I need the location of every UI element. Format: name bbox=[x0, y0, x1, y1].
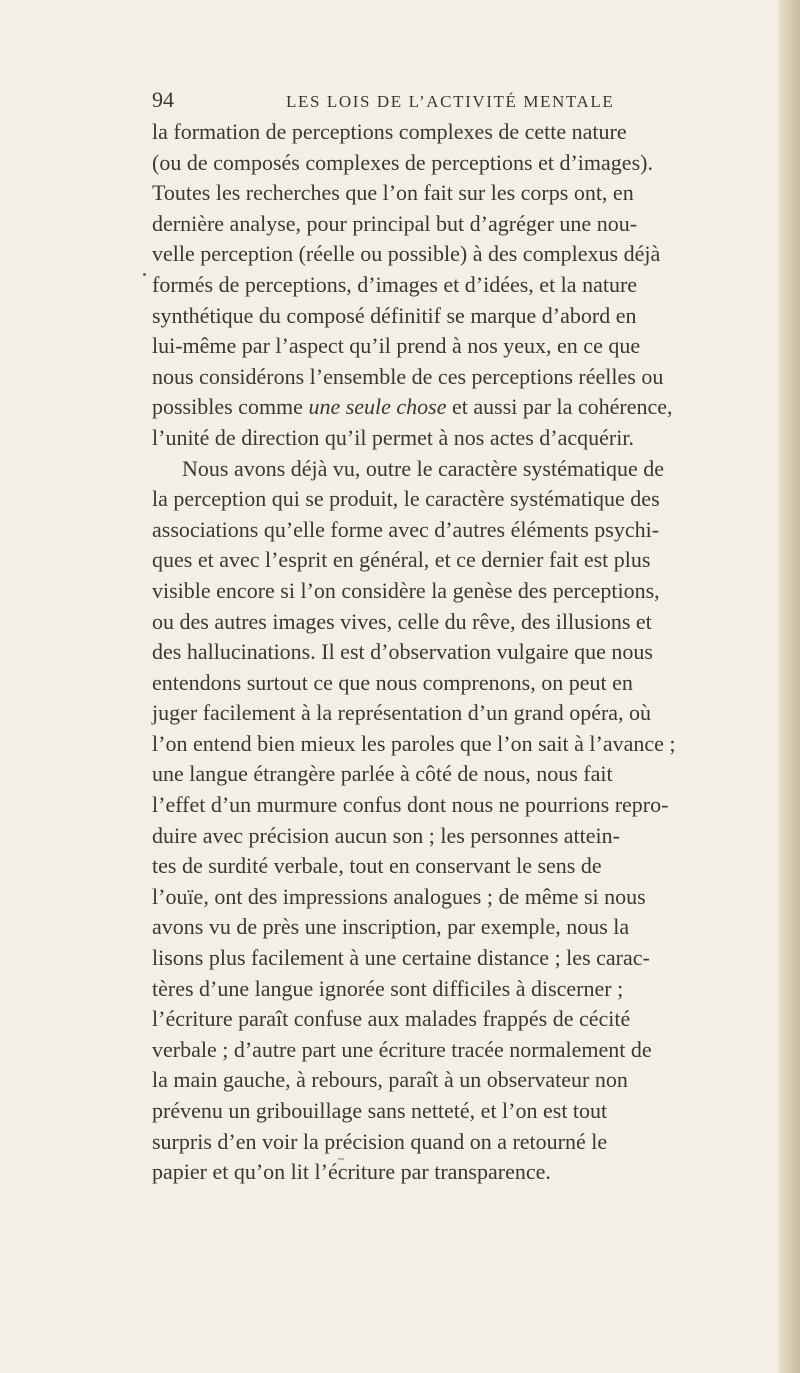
running-head bbox=[152, 87, 692, 119]
text-line: l’écriture paraît confuse aux malades frappés de cécité bbox=[152, 1006, 631, 1032]
text-line: l’on entend bien mieux les paroles que l’on sait à l’avance ; bbox=[152, 730, 676, 756]
text-line: surpris d’en voir la précision quand on a retourné le bbox=[152, 1128, 608, 1154]
text-line: associations qu’elle forme avec d’autres éléments psychi- bbox=[152, 516, 660, 542]
paragraph-start-line: Nous avons déjà vu, outre le caractère systématique de bbox=[182, 455, 664, 481]
text-line: l’unité de direction qu’il permet à nos actes d’acquérir. bbox=[152, 424, 634, 450]
text-line: ques et avec l’esprit en général, et ce dernier fait est plus bbox=[152, 547, 651, 573]
text-line: juger facilement à la représentation d’un grand opéra, où bbox=[152, 700, 652, 726]
text-line: nous considérons l’ensemble de ces perceptions réelles ou bbox=[152, 363, 664, 389]
text-line: avons vu de près une inscription, par exemple, nous la bbox=[152, 914, 630, 940]
text-line: la perception qui se produit, le caractère systématique des bbox=[152, 486, 660, 512]
text-line: duire avec précision aucun son ; les personnes attein- bbox=[152, 822, 620, 848]
text-line bbox=[152, 392, 792, 423]
text-line: l’ouïe, ont des impressions analogues ; de même si nous bbox=[152, 883, 646, 909]
text-line: tères d’une langue ignorée sont difficiles à discerner ; bbox=[152, 975, 624, 1001]
text-line: des hallucinations. Il est d’observation vulgaire que nous bbox=[152, 639, 653, 665]
text-line: papier et qu’on lit l’écriture par transparence. bbox=[152, 1159, 551, 1185]
margin-mark bbox=[143, 273, 146, 276]
text-line: synthétique du composé définitif se marque d’abord en bbox=[152, 302, 637, 328]
text-line: verbale ; d’autre part une écriture tracée normalement de bbox=[152, 1036, 652, 1062]
text-line: lui-même par l’aspect qu’il prend à nos yeux, en ce que bbox=[152, 333, 641, 359]
text-line: Toutes les recherches que l’on fait sur les corps ont, en bbox=[152, 180, 634, 206]
text-line: la formation de perceptions complexes de cette nature bbox=[152, 119, 627, 144]
text-line: une langue étrangère parlée à côté de nous, nous fait bbox=[152, 761, 613, 787]
text-line: velle perception (réelle ou possible) à des complexus déjà bbox=[152, 241, 661, 267]
text-line: entendons surtout ce que nous comprenons, on peut en bbox=[152, 669, 633, 695]
page-number: 94 bbox=[152, 87, 174, 112]
text-line: lisons plus facilement à une certaine distance ; les carac- bbox=[152, 945, 650, 971]
text-line: l’effet d’un murmure confus dont nous ne pourrions repro- bbox=[152, 792, 669, 818]
text-line: visible encore si l’on considère la genèse des perceptions, bbox=[152, 577, 660, 603]
text-line: formés de perceptions, d’images et d’idées, et la nature bbox=[152, 271, 638, 297]
emphasized-phrase: une seule chose bbox=[308, 394, 447, 420]
text-line: dernière analyse, pour principal but d’agréger une nou- bbox=[152, 210, 638, 236]
text-line: ou des autres images vives, celle du rêve, des illusions et bbox=[152, 608, 652, 634]
body-text bbox=[152, 117, 792, 1188]
text-line: prévenu un gribouillage sans netteté, et l’on est tout bbox=[152, 1098, 608, 1123]
line-part: possibles comme une seule chose et aussi par la cohérence, bbox=[152, 394, 673, 420]
text-line: (ou de composés complexes de perceptions et d’images). bbox=[152, 149, 653, 175]
text-line: tes de surdité verbale, tout en conservant le sens de bbox=[152, 853, 602, 879]
running-title: LES LOIS DE L’ACTIVITÉ MENTALE bbox=[286, 92, 615, 111]
text-line: la main gauche, à rebours, paraît à un observateur non bbox=[152, 1067, 628, 1093]
